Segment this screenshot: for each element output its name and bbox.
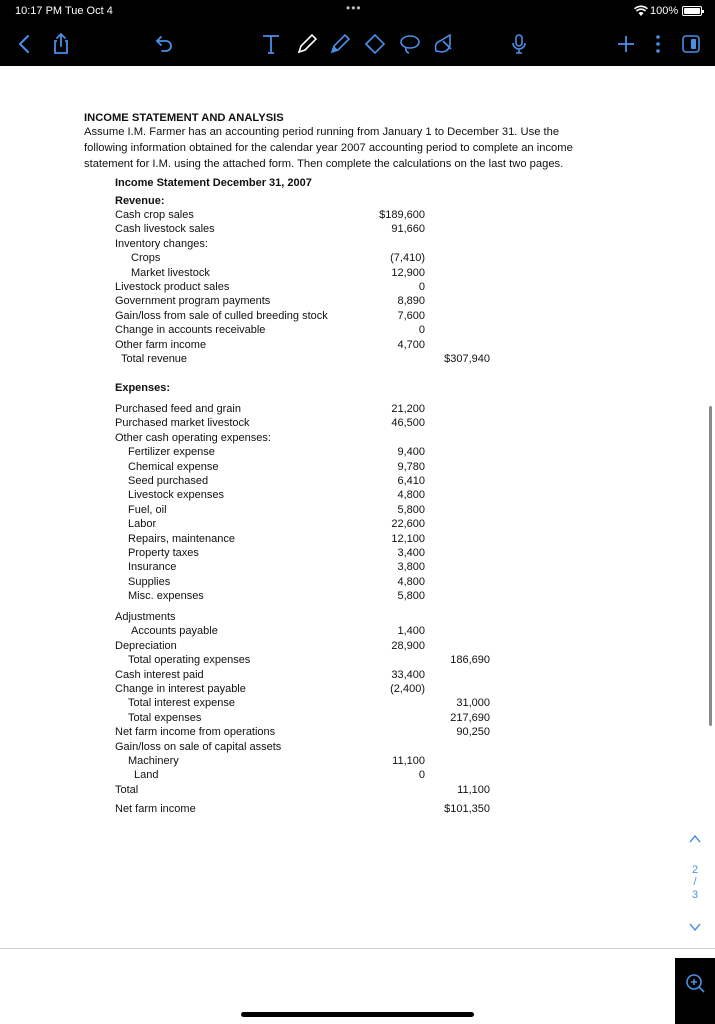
line-item-label: Total expenses: [128, 712, 202, 724]
line-item-amount: (2,400): [390, 683, 425, 695]
status-bar: [0, 0, 715, 22]
current-page-number: 2: [691, 864, 699, 876]
line-item-total: 217,690: [450, 712, 490, 724]
line-item-amount: 3,800: [397, 561, 425, 573]
line-item-label: Machinery: [128, 755, 179, 767]
line-item-amount: 5,800: [397, 590, 425, 602]
battery-percentage: 100%: [650, 5, 679, 17]
line-item-amount: 33,400: [391, 669, 425, 681]
line-item-amount: 91,660: [391, 223, 425, 235]
line-item-amount: 0: [418, 324, 425, 336]
zoom-button[interactable]: [675, 958, 715, 1024]
line-item-total: 90,250: [456, 726, 490, 738]
line-item-amount: $189,600: [379, 209, 425, 221]
line-item-label: Government program payments: [115, 295, 271, 307]
line-item-label: Livestock expenses: [128, 489, 224, 501]
status-time: 10:17 PM Tue Oct 4: [15, 5, 113, 17]
line-item-amount: 0: [418, 281, 425, 293]
statement-heading: Income Statement December 31, 2007: [115, 177, 312, 189]
line-item-label: Livestock product sales: [115, 281, 230, 293]
net-farm-income-value: $101,350: [444, 803, 490, 815]
home-indicator[interactable]: [241, 1012, 474, 1017]
line-item-amount: 11,100: [392, 755, 425, 767]
line-item-label: Depreciation: [115, 640, 177, 652]
document-page: [0, 66, 715, 1024]
line-item-label: Purchased market livestock: [115, 417, 250, 429]
revenue-heading: Revenue:: [115, 195, 165, 207]
microphone-icon[interactable]: [506, 31, 532, 57]
line-item-amount: 12,100: [391, 533, 425, 545]
shape-icon[interactable]: [430, 31, 456, 57]
intro-line: Assume I.M. Farmer has an accounting period running from January 1 to December 31. Use the: [84, 126, 560, 138]
share-icon[interactable]: [48, 31, 74, 57]
multitasking-dots[interactable]: •••: [346, 1, 362, 15]
line-item-label: Net farm income from operations: [115, 726, 276, 738]
line-item-label: Change in accounts receivable: [115, 324, 266, 336]
line-item-label: Supplies: [128, 576, 171, 588]
line-item-label: Property taxes: [128, 547, 199, 559]
line-item-total: $307,940: [444, 353, 490, 365]
line-item-label: Misc. expenses: [128, 590, 204, 602]
document-content: [0, 66, 715, 886]
line-item-total: 186,690: [450, 654, 490, 666]
line-item-label: Cash crop sales: [115, 209, 194, 221]
line-item-total: 11,100: [457, 784, 490, 796]
pen-icon[interactable]: [294, 31, 320, 57]
pages-icon[interactable]: [678, 31, 704, 57]
line-item-label: Gain/loss on sale of capital assets: [115, 741, 282, 753]
line-item-amount: 7,600: [397, 310, 425, 322]
page-divider: [0, 948, 715, 949]
wifi-icon: [634, 5, 648, 17]
scroll-indicator[interactable]: [709, 406, 712, 726]
intro-line: statement for I.M. using the attached form. Then complete the calculations on the last two pages.: [84, 158, 564, 170]
line-item-amount: 21,200: [391, 403, 425, 415]
line-item-label: Labor: [128, 518, 157, 530]
line-item-label: Change in interest payable: [115, 683, 246, 695]
line-item-label: Total interest expense: [128, 697, 236, 709]
line-item-amount: 4,800: [397, 489, 425, 501]
line-item-label: Inventory changes:: [115, 238, 208, 250]
previous-page-icon[interactable]: [689, 834, 701, 844]
more-icon[interactable]: [645, 31, 671, 57]
line-item-label: Accounts payable: [131, 625, 218, 637]
expenses-heading: Expenses:: [115, 382, 171, 394]
line-item-label: Purchased feed and grain: [115, 403, 241, 415]
line-item-amount: 3,400: [397, 547, 425, 559]
line-item-label: Cash livestock sales: [115, 223, 215, 235]
intro-paragraph: [84, 124, 624, 172]
document-title: INCOME STATEMENT AND ANALYSIS: [84, 112, 284, 124]
line-item-label: Fuel, oil: [128, 504, 167, 516]
line-item-label: Total revenue: [121, 353, 188, 365]
line-item-label: Repairs, maintenance: [128, 533, 236, 545]
marker-icon[interactable]: [327, 31, 353, 57]
back-icon[interactable]: [12, 31, 38, 57]
line-item-amount: 9,780: [397, 461, 425, 473]
line-item-amount: 22,600: [391, 518, 425, 530]
lasso-icon[interactable]: [397, 31, 423, 57]
line-item-label: Insurance: [128, 561, 177, 573]
line-item-amount: 4,800: [397, 576, 425, 588]
line-item-label: Chemical expense: [128, 461, 219, 473]
line-item-label: Adjustments: [115, 611, 176, 623]
line-item-label: Fertilizer expense: [128, 446, 215, 458]
line-item-label: Market livestock: [131, 267, 210, 279]
line-item-total: 31,000: [456, 697, 490, 709]
line-item-label: Seed purchased: [128, 475, 209, 487]
line-item-label: Total operating expenses: [128, 654, 251, 666]
line-item-label: Cash interest paid: [115, 669, 204, 681]
line-item-label: Other cash operating expenses:: [115, 432, 271, 444]
undo-icon[interactable]: [152, 31, 178, 57]
line-item-amount: 8,890: [397, 295, 425, 307]
line-item-amount: 12,900: [391, 267, 425, 279]
net-farm-income-label: Net farm income: [115, 803, 196, 815]
line-item-label: Total: [115, 784, 139, 796]
highlighter-icon[interactable]: [362, 31, 388, 57]
line-item-label: Land: [134, 769, 159, 781]
line-item-amount: 28,900: [391, 640, 425, 652]
line-item-amount: 9,400: [397, 446, 425, 458]
page-separator: /: [693, 876, 697, 888]
intro-line: following information obtained for the calendar year 2007 accounting period to complete an income: [84, 142, 573, 154]
add-icon[interactable]: [613, 31, 639, 57]
line-item-amount: 6,410: [397, 475, 425, 487]
line-item-label: Other farm income: [115, 339, 207, 351]
line-item-label: Crops: [131, 252, 161, 264]
text-tool-icon[interactable]: [258, 31, 284, 57]
zoom-in-icon: [684, 972, 706, 994]
line-item-amount: (7,410): [390, 252, 425, 264]
line-item-amount: 4,700: [397, 339, 425, 351]
total-pages: 3: [691, 889, 699, 901]
toolbar: [0, 22, 715, 66]
line-item-amount: 5,800: [397, 504, 425, 516]
line-item-amount: 0: [418, 769, 425, 781]
line-item-label: Gain/loss from sale of culled breeding stock: [115, 310, 328, 322]
line-item-amount: 1,400: [397, 625, 425, 637]
line-item-amount: 46,500: [391, 417, 425, 429]
page-navigator: [684, 834, 706, 934]
next-page-icon[interactable]: [689, 922, 701, 932]
battery-icon: [682, 6, 702, 16]
